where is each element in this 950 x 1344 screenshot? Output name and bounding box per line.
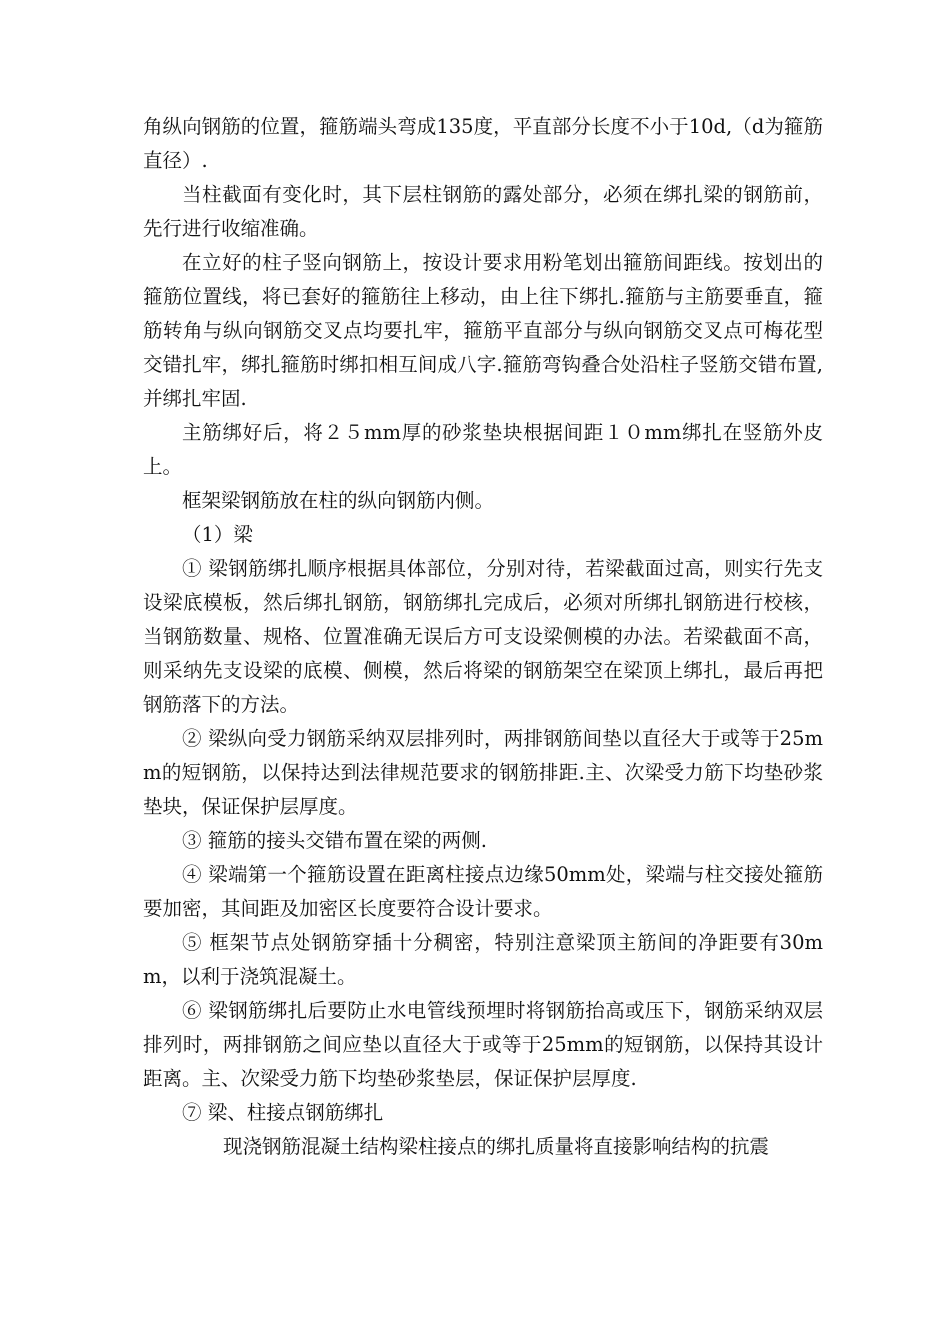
list-item-5: ⑤ 框架节点处钢筋穿插十分稠密，特别注意梁顶主筋间的净距要有30mm，以利于浇筑混凝土。 <box>143 931 823 988</box>
list-item-6: ⑥ 梁钢筋绑扎后要防止水电管线预埋时将钢筋抬高或压下，钢筋采纳双层排列时，两排钢筋之间应垫以直径大于或等于25mm的短钢筋，以保持其设计距离。主、次梁受力筋下均垫砂浆垫层，保证保护层厚度. <box>143 999 823 1090</box>
section-heading-beam: （1）梁 <box>182 523 253 546</box>
list-item-2: ② 梁纵向受力钢筋采纳双层排列时，两排钢筋间垫以直径大于或等于25mm的短钢筋，以保持达到法律规范要求的钢筋排距.主、次梁受力筋下均垫砂浆垫块，保证保护层厚度。 <box>143 727 823 818</box>
list-item-7: ⑦ 梁、柱接点钢筋绑扎 <box>182 1101 384 1124</box>
list-item-1: ① 梁钢筋绑扎顺序根据具体部位，分别对待，若梁截面过高，则实行先支设梁底模板，然后绑扎钢筋，钢筋绑扎完成后，必须对所绑扎钢筋进行校核，当钢筋数量、规格、位置准确无误后方可支设梁侧模的办法。若梁截面不高，则采纳先支设梁的底模、侧模，然后将梁的钢筋架空在梁顶上绑扎，最后再把钢筋落下的方法。 <box>143 557 823 716</box>
list-item-4: ④ 梁端第一个箍筋设置在距离柱接点边缘50mm处，梁端与柱交接处箍筋要加密，其间距及加密区长度要符合设计要求。 <box>143 863 823 920</box>
paragraph-mortar-blocks: 主筋绑好后，将２５mm厚的砂浆垫块根据间距１０mm绑扎在竖筋外皮上。 <box>143 421 823 478</box>
paragraph-stirrup-continued: 角纵向钢筋的位置，箍筋端头弯成135度，平直部分长度不小于10d,（d为箍筋直径）. <box>143 115 823 172</box>
paragraph-stirrup-marking: 在立好的柱子竖向钢筋上，按设计要求用粉笔划出箍筋间距线。按划出的箍筋位置线，将已套好的箍筋往上移动，由上往下绑扎.箍筋与主筋要垂直，箍筋转角与纵向钢筋交叉点均要扎牢，箍筋平直部分与纵向钢筋交叉点可梅花型交错扎牢，绑扎箍筋时绑扣相互间成八字.箍筋弯钩叠合处沿柱子竖筋交错布置,并绑扎牢固. <box>143 251 823 410</box>
paragraph-column-section-change: 当柱截面有变化时，其下层柱钢筋的露处部分，必须在绑扎梁的钢筋前，先行进行收缩准确。 <box>143 183 823 240</box>
paragraph-frame-beam: 框架梁钢筋放在柱的纵向钢筋内侧。 <box>182 489 495 512</box>
paragraph-joint-binding: 现浇钢筋混凝土结构梁柱接点的绑扎质量将直接影响结构的抗震 <box>223 1135 770 1158</box>
document-body <box>143 110 823 1164</box>
list-item-3: ③ 箍筋的接头交错布置在梁的两侧. <box>182 829 487 852</box>
